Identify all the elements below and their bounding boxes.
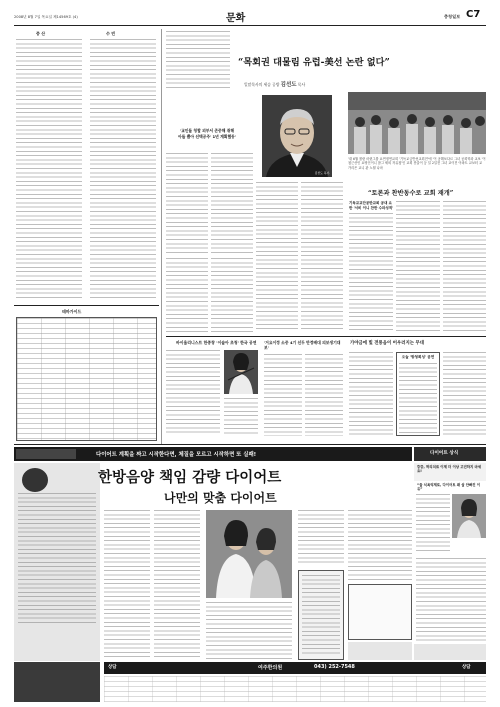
side-headline: “토론과 찬반동수로 교회 재개” — [368, 190, 454, 197]
main-body-col-6 — [211, 258, 253, 332]
ad-right-footer — [414, 644, 486, 660]
ad-contact-bar — [104, 662, 486, 674]
lower-story-3-headline: 가야금에 빛 전통음이 어우러지는 무대 — [350, 341, 424, 346]
ad-logo-circle — [22, 468, 48, 492]
lower-story-1-body-2 — [224, 398, 258, 436]
ad-testimonial-box — [298, 570, 344, 660]
weather-table-left — [16, 39, 82, 301]
side-sub-headline: 기독교교단공반교회 공대 요반 '서비 이니 찬반 수파성적' — [349, 201, 394, 210]
violinist-illustration — [224, 350, 258, 394]
byline-name: 김선도 — [280, 82, 297, 88]
weather-title-left: 증 산 — [36, 31, 46, 36]
main-body-col-3 — [256, 182, 298, 332]
main-body-col-4 — [301, 182, 343, 332]
weather-title-right: 수 빈 — [106, 31, 116, 36]
pullquote — [166, 128, 248, 150]
ad-left-panel — [14, 463, 100, 661]
ad-body-col-4 — [298, 510, 344, 566]
weather-bottom-title: 테마가이드 — [62, 309, 82, 314]
lower-story-2-body-1 — [264, 354, 302, 436]
ad-right-text-2 — [416, 558, 486, 642]
ad-top-rule — [14, 444, 486, 445]
masthead-rule — [14, 25, 486, 26]
pullquote-line-2: 아들 뽑아 선택공주' 1년 계획했동' — [178, 134, 236, 139]
ad-body-col-2 — [154, 510, 200, 660]
lower-story-2-body-2 — [305, 354, 343, 436]
weather-table-right — [90, 39, 156, 301]
portrait-caption: 김선도 목사. — [314, 171, 330, 175]
ad-people-photo — [206, 510, 292, 598]
main-headline: “목회권 대물림 유럽-美선 논란 없다” — [238, 57, 390, 68]
violinist-photo — [224, 350, 258, 394]
ad-badge — [414, 447, 486, 461]
ad-map-box — [348, 584, 412, 640]
ad-right-portrait — [452, 494, 486, 538]
ad-right-quote: “들 식욕억제로, 다이어트 왜 살 안빠진 이유” — [417, 483, 481, 492]
side-body-col-1 — [349, 213, 393, 332]
ad-right-header — [414, 463, 486, 481]
crowd-photo-illustration — [348, 92, 486, 154]
ad-photo-illustration — [206, 510, 292, 598]
portrait-photo — [262, 95, 332, 177]
lower-story-1-headline: 바이올리니스트 한종창 '이슬아 초청' 한국 공연 — [176, 340, 257, 345]
lower-story-3-body-1 — [349, 352, 393, 436]
main-body-col-2 — [211, 153, 253, 255]
pullquote-line-1: '교인들 청할 외부서 존중해 취해 — [179, 128, 235, 133]
ad-right-portrait-illustration — [452, 494, 486, 538]
small-box-body — [399, 363, 437, 435]
masthead-date: 2008년 8월 7일 목요일 제14569호 (4) — [14, 15, 78, 19]
lower-story-2-headline: '거요이정 소중 4기 선두 만정배대 의보생기대보' — [264, 340, 341, 350]
small-box-title: 오늘 '방청회성' 공연 — [401, 355, 435, 359]
ad-sub-title: 나만의 맞춤 다이어트 — [164, 491, 277, 505]
byline-prefix: 일말목사의 세습 공방 — [244, 82, 281, 87]
side-photo-caption: '대 6월 롤린 마린그룹 요연정연교회 '기독교금반선교회전'에 '이 공해보다르 그녀 공회학과 교보 '이 청근산인 요영인이니 참그 세외 자유청'인 교회 찬출이 등 일 2일전 그녀 교이진 아파트 교보터 교 가리은 교니 관 노월 나마 — [348, 157, 486, 170]
ad-clinic-strip — [348, 642, 412, 660]
ad-right-banner: 뚱뚱, 허리치료 이제 더 이상 고민하지 마세요! — [417, 465, 482, 474]
byline-suffix: 목사 — [296, 82, 306, 87]
ad-clinic-name: 여주한의원 — [258, 665, 283, 671]
main-story-intro — [166, 31, 230, 89]
small-info-box — [396, 352, 440, 436]
masthead — [14, 8, 486, 26]
ad-body-col-5 — [348, 510, 412, 580]
weather-bottom-table — [16, 317, 157, 441]
ad-clinic-tag-1: 상담 — [108, 665, 117, 670]
side-photo — [348, 92, 486, 154]
ad-banner-text: 다이어트 계획을 짜고 시작한다면, 체질을 모르고 시작하면 또 실패! — [96, 452, 257, 458]
ad-main-title: 한방음양 책임 감량 다이어트 — [98, 469, 282, 486]
main-body-col-1 — [166, 153, 208, 255]
side-body-col-2 — [396, 201, 440, 332]
ad-bottom-table — [104, 676, 486, 702]
ad-right-text-1 — [416, 494, 450, 554]
side-body-col-3 — [443, 201, 486, 332]
weather-column — [14, 29, 159, 444]
ad-badge-text: 다이어트 상식 — [430, 451, 459, 456]
ad-left-text — [18, 493, 96, 623]
ad-testimonial-text — [302, 575, 340, 655]
main-body-col-5 — [166, 258, 208, 332]
page-number: C7 — [466, 9, 481, 20]
paper-name: 충청일보 — [444, 14, 461, 19]
ad-phone: 043) 252-7548 — [314, 664, 355, 670]
ad-logo-block — [16, 449, 76, 459]
weather-divider — [14, 305, 159, 306]
lower-story-3-body-2 — [443, 352, 486, 436]
mid-rule — [166, 336, 486, 337]
main-byline — [244, 80, 305, 88]
ad-clinic-tag-2: 상담 — [462, 665, 471, 670]
ad-body-col-1 — [104, 510, 150, 660]
portrait-illustration — [262, 95, 332, 177]
section-title: 문화 — [226, 13, 246, 24]
column-divider-left — [161, 29, 162, 444]
ad-body-col-3 — [206, 602, 292, 660]
ad-bottom-left — [14, 662, 100, 702]
lower-story-1-body — [166, 350, 220, 436]
